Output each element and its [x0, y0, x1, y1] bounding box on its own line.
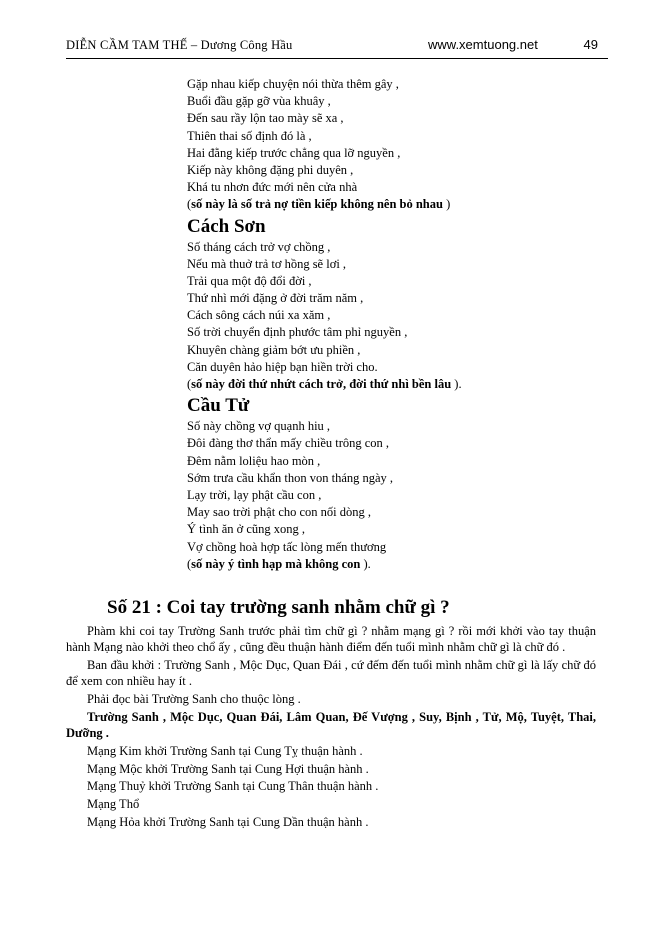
poem-title: Cách Sơn — [187, 215, 266, 237]
cach-son-poem — [187, 214, 607, 394]
poem-line: Trải qua một độ đổi đời , — [187, 273, 312, 288]
poem-line: Ý tình ăn ở cũng xong , — [187, 522, 306, 537]
poem-line: Hai đằng kiếp trước chẳng qua lỡ nguyền , — [187, 145, 401, 160]
poem-line: Số trời chuyển định phước tâm phỉ nguyền , — [187, 325, 408, 340]
page-number: 49 — [583, 37, 598, 52]
poem-title: Cầu Tử — [187, 395, 250, 417]
poem-line: Nếu mà thuở trả tơ hồng sẽ lơi , — [187, 256, 347, 271]
paragraph: Ban đầu khởi : Trường Sanh , Mộc Dục, Quan Đái , cứ đếm đến tuổi mình nhằm chữ gì là lấy chữ đó để xem con nhiều hay ít . — [66, 658, 596, 689]
poem-line: Căn duyên hảo hiệp bạn hiền trời cho. — [187, 359, 378, 374]
paragraph-cycle-list: Trường Sanh , Mộc Dục, Quan Đái, Lâm Quan, Đế Vượng , Suy, Bịnh , Tử, Mộ, Tuyệt, Thai, Dưỡng . — [66, 709, 596, 740]
poem-block — [187, 76, 607, 573]
poem-line: Lạy trời, lạy phật cầu con , — [187, 487, 322, 502]
poem-line: Khuyên chàng giảm bớt ưu phiền , — [187, 342, 361, 357]
note-close: ). — [451, 377, 462, 391]
paragraph: Phàm khi coi tay Trường Sanh trước phải tìm chữ gì ? nhằm mạng gì ? rồi mới khởi vào tay thuận hành Mạng nào khởi theo chổ ấy , cũng đều thuận hành điểm đến tuổi mình nhằm chữ gì là chữ đó . — [66, 624, 596, 655]
intro-poem — [187, 76, 607, 214]
paragraph: Mạng Mộc khởi Trường Sanh tại Cung Hợi thuận hành . — [87, 761, 369, 776]
poem-line: Vợ chồng hoà hợp tấc lòng mến thương — [187, 539, 387, 554]
poem-line: Khá tu nhơn đức mới nên cửa nhà — [187, 180, 358, 195]
poem-line: Đến sau rầy lộn tao mày sẽ xa , — [187, 111, 344, 126]
note-close: ). — [360, 556, 371, 571]
paragraph: Mạng Kim khởi Trường Sanh tại Cung Tỵ thuận hành . — [87, 743, 363, 758]
poem-line: Số này chồng vợ quạnh hiu , — [187, 419, 331, 434]
paragraph: Mạng Hỏa khởi Trường Sanh tại Cung Dần thuận hành . — [87, 814, 369, 829]
section-body — [66, 623, 596, 832]
poem-line: Thứ nhì mới đặng ở đời trăm năm , — [187, 291, 364, 306]
poem-line: Kiếp này không đặng phi duyên , — [187, 162, 354, 177]
poem-line: Buổi đầu gặp gỡ vùa khuây , — [187, 94, 331, 109]
poem-note — [187, 376, 607, 393]
paragraph: Mạng Thuỷ khởi Trường Sanh tại Cung Thân thuận hành . — [87, 779, 379, 794]
note-text: số này ý tình hạp mà không con — [191, 556, 361, 571]
poem-line: Cách sông cách núi xa xăm , — [187, 308, 331, 323]
poem-line: Số tháng cách trở vợ chồng , — [187, 239, 331, 254]
note-open: ( — [187, 197, 192, 212]
poem-note — [187, 196, 607, 213]
poem-line: Gặp nhau kiếp chuyện nói thừa thêm gây , — [187, 77, 399, 91]
note-open: ( — [187, 556, 192, 571]
page-header — [66, 32, 608, 59]
paragraph: Mạng Thổ — [87, 797, 140, 812]
poem-line: Sớm trưa cầu khẩn thon von tháng ngày , — [187, 470, 394, 485]
header-title: DIỄN CẦM TAM THẾ – Dương Công Hầu — [66, 38, 293, 52]
poem-line: Đêm nằm loliệu hao mòn , — [187, 453, 321, 468]
note-text: số này đời thứ nhứt cách trở, đời thứ nhì bền lâu — [191, 377, 452, 391]
note-text: số này là số trả nợ tiền kiếp không nên bỏ nhau — [191, 197, 443, 212]
poem-line: May sao trời phật cho con nối dòng , — [187, 505, 372, 520]
paragraph: Phải đọc bài Trường Sanh cho thuộc lòng . — [87, 692, 301, 706]
cau-tu-poem — [187, 393, 607, 573]
poem-line: Đôi đàng thơ thẩn mấy chiều trông con , — [187, 436, 390, 451]
poem-note — [187, 556, 607, 573]
note-close: ) — [442, 197, 451, 212]
note-open: ( — [187, 377, 192, 391]
section-title: Số 21 : Coi tay trường sanh nhằm chữ gì ? — [107, 597, 450, 618]
poem-line: Thiên thai số định đó là , — [187, 128, 312, 143]
header-url[interactable]: www.xemtuong.net — [428, 37, 538, 52]
